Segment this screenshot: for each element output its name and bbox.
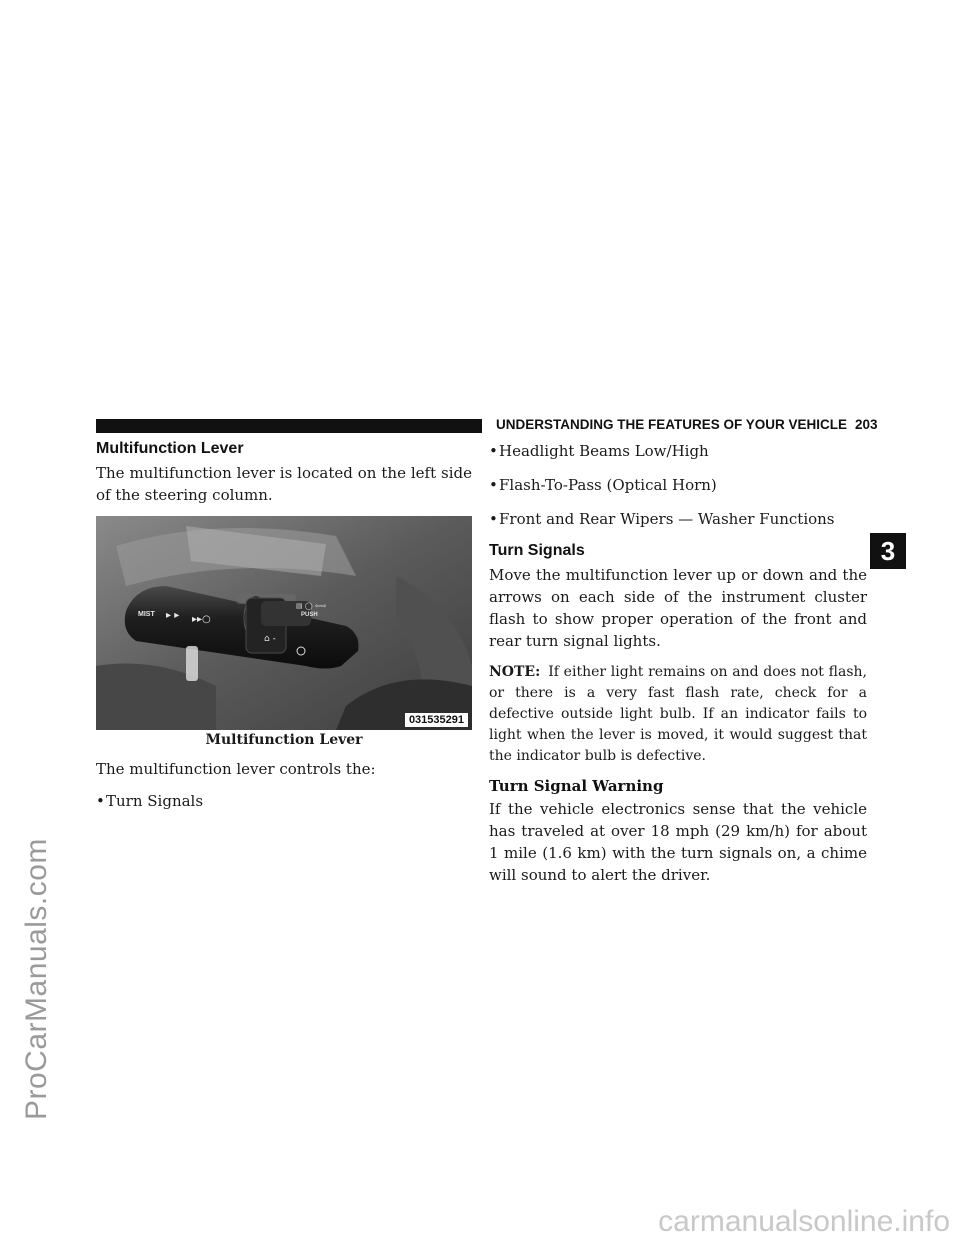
controls-list-right: [489, 440, 867, 530]
note-text: If either light remains on and does not flash, or there is a very fast flash rate, check for a defective outside light bulb. If an indicator fails to light when the lever is moved, it would suggest that the indicator bulb is defective.: [489, 664, 867, 764]
multifunction-lever-photo: [96, 516, 472, 730]
list-item: • Turn Signals: [96, 792, 204, 810]
controls-intro: The multifunction lever controls the:: [96, 760, 376, 778]
note-label: NOTE:: [489, 664, 541, 680]
running-header: [496, 417, 878, 432]
watermark-carmanualsonline: carmanualsonline.info: [658, 1205, 950, 1238]
lever-label-push: PUSH: [301, 612, 318, 618]
lever-illustration: [96, 516, 472, 730]
lever-label-mist: MIST: [138, 611, 155, 618]
left-column: [96, 440, 472, 824]
subheading-turn-signal-warning: Turn Signal Warning: [489, 777, 664, 795]
right-column: [489, 440, 867, 896]
figure-code: 031535291: [405, 713, 468, 727]
page-number: 203: [855, 417, 878, 432]
svg-text:▤ ◯ ⇦⇨: ▤ ◯ ⇦⇨: [296, 602, 327, 610]
header-bar: [96, 419, 482, 433]
svg-text:▸ ▸: ▸ ▸: [166, 610, 180, 621]
figure-caption: Multifunction Lever: [205, 732, 363, 748]
list-item: • Headlight Beams Low/High: [489, 442, 709, 460]
section-heading-multifunction-lever: Multifunction Lever: [96, 440, 244, 457]
list-item: • Flash-To-Pass (Optical Horn): [489, 476, 717, 494]
note-paragraph: [489, 662, 867, 767]
warning-paragraph: If the vehicle electronics sense that the vehicle has traveled at over 18 mph (29 km/h) for about 1 mile (1.6 km) with the turn signals on, a chime will sound to alert the driver.: [489, 800, 867, 884]
header-title: UNDERSTANDING THE FEATURES OF YOUR VEHICLE: [496, 417, 848, 432]
section-heading-turn-signals: Turn Signals: [489, 542, 585, 559]
chapter-tab: 3: [870, 533, 906, 569]
list-item: • Front and Rear Wipers — Washer Functions: [489, 510, 835, 528]
svg-text:⌂ -: ⌂ -: [264, 634, 276, 644]
turn-signals-paragraph: Move the multifunction lever up or down and the arrows on each side of the instrument cluster flash to show proper operation of the front and rear turn signal lights.: [489, 566, 867, 650]
svg-text:▸▸○: ▸▸○: [192, 614, 211, 625]
controls-list-left: [96, 790, 472, 812]
intro-paragraph: The multifunction lever is located on the left side of the steering column.: [96, 464, 472, 504]
watermark-procarmanuals: ProCarManuals.com: [20, 838, 53, 1120]
